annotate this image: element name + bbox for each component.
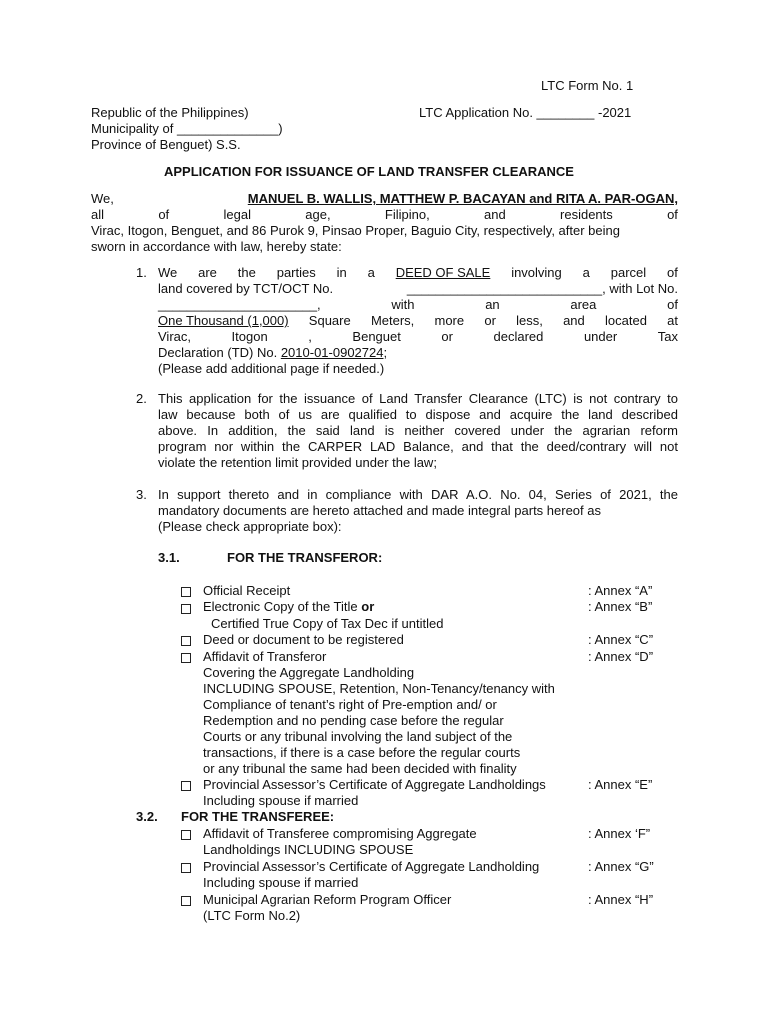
word: We [158,265,178,280]
intro-line-4: sworn in accordance with law, hereby state: [91,239,342,254]
affidavit-transferee-label: Affidavit of Transferee compromising Aggregate [203,826,477,841]
word: of [667,207,678,222]
word: of [158,207,170,222]
item-3-line-3: (Please check appropriate box): [158,519,342,534]
marpo-checkbox[interactable] [181,896,191,906]
item-2-body [158,391,678,455]
word: Virac, [158,329,191,344]
word: and [484,207,506,222]
item-1-line-2 [158,281,678,296]
word: more [434,313,465,328]
tct-label: land covered by TCT/OCT No. [158,281,334,296]
assessor-certificate-checkbox[interactable] [181,781,191,791]
republic-line: Republic of the Philippines) [91,105,249,120]
electronic-copy-checkbox[interactable] [181,604,191,614]
item-2-last-line: violate the retention limit provided under the law; [158,455,437,470]
land-area: One Thousand (1,000) [158,313,289,328]
section-3-2-number: 3.2. [136,809,158,824]
word: less, [516,313,543,328]
certified-copy-label: Certified True Copy of Tax Dec if untitled [211,616,444,631]
affidavit-transferee-checkbox[interactable] [181,830,191,840]
word: located [605,313,647,328]
item-2-line: program nor within the CARPER LAD Balance, and that the deed/contrary will not [158,439,678,454]
item-2-line: This application for the issuance of Land Transfer Clearance (LTC) is not contrary to [158,391,678,406]
item-1-line-6 [158,345,387,360]
municipality-line: Municipality of ______________) [91,121,283,136]
word: parcel [610,265,647,280]
annex-f: : Annex ‘F” [588,826,651,841]
annex-c: : Annex “C” [588,632,654,647]
deed-of-sale: DEED OF SALE [395,265,491,280]
word: of [667,297,678,312]
electronic-copy-label [203,599,374,614]
we-word: We, [91,191,114,206]
word: or [441,329,453,344]
word: at [667,313,678,328]
intro-line-1 [91,191,678,206]
transferee-assessor-checkbox[interactable] [181,863,191,873]
word: Benguet [352,329,401,344]
application-number: LTC Application No. ________ -2021 [419,105,632,120]
td-punct: ; [383,345,388,360]
word: or [484,313,496,328]
word: in [336,265,347,280]
detail-line: transactions, if there is a case before the regular courts [203,745,521,760]
item-3-line: In support thereto and in compliance with DAR A.O. No. 04, Series of 2021, the [158,487,678,502]
td-label: Declaration (TD) No. [158,345,278,360]
word: are [198,265,217,280]
affidavit-transferor-details [203,665,555,777]
tct-blank: ___________________________ [406,281,603,296]
section-3-1-number: 3.1. [158,550,180,565]
annex-a: : Annex “A” [588,583,653,598]
word: Square [308,313,351,328]
section-3-2-title: FOR THE TRANSFEREE: [181,809,335,824]
word: the [237,265,256,280]
word: a [582,265,590,280]
word: involving [511,265,562,280]
annex-h: : Annex “H” [588,892,654,907]
applicant-names: MANUEL B. WALLIS, MATTHEW P. BACAYAN and RITA A. PAR-OGAN, [247,191,678,206]
word: , [308,329,312,344]
annex-g: : Annex “G” [588,859,654,874]
annex-e: : Annex “E” [588,777,653,792]
word: Tax [657,329,678,344]
word: with [391,297,415,312]
item-2-number: 2. [136,391,147,406]
word: of [667,265,678,280]
intro-line-2 [91,207,678,222]
word: an [485,297,500,312]
word: area [570,297,597,312]
lot-blank: ______________________, [158,297,321,312]
item-2-line: law because both of us are qualified to dispose and acquire the land described [158,407,678,422]
detail-line: INCLUDING SPOUSE, Retention, Non-Tenancy/tenancy with [203,681,555,696]
marpo-form-ref: (LTC Form No.2) [203,908,301,923]
word: parties [276,265,316,280]
lot-label: , with Lot No. [602,281,678,296]
electronic-copy-text: Electronic Copy of the Title [203,599,358,614]
affidavit-transferor-label: Affidavit of Transferor [203,649,327,664]
transferee-assessor-label: Provincial Assessor’s Certificate of Aggregate Landholding [203,859,540,874]
affidavit-transferor-checkbox[interactable] [181,653,191,663]
marpo-label: Municipal Agrarian Reform Program Officer [203,892,452,907]
word: residents [560,207,613,222]
form-number: LTC Form No. 1 [541,78,634,93]
item-3-number: 3. [136,487,147,502]
deed-document-checkbox[interactable] [181,636,191,646]
affidavit-transferee-sub: Landholdings INCLUDING SPOUSE [203,842,414,857]
item-1-number: 1. [136,265,147,280]
annex-d: : Annex “D” [588,649,654,664]
detail-line: Redemption and no pending case before the regular [203,713,504,728]
official-receipt-checkbox[interactable] [181,587,191,597]
document-title: APPLICATION FOR ISSUANCE OF LAND TRANSFER CLEARANCE [164,164,574,179]
detail-line: Courts or any tribunal involving the land subject of the [203,729,513,744]
item-3-body [158,487,678,503]
word: Filipino, [384,207,430,222]
detail-line: or any tribunal the same had been decided with finality [203,761,517,776]
word: and [563,313,585,328]
word: age, [305,207,331,222]
assessor-spouse-note: Including spouse if married [203,793,359,808]
item-2-line: above. In addition, the said land is neither covered under the agrarian reform [158,423,678,438]
item-1-line-5 [158,329,678,344]
annex-b: : Annex “B” [588,599,653,614]
detail-line: Compliance of tenant’s right of Pre-emption and/ or [203,697,497,712]
deed-document-label: Deed or document to be registered [203,632,404,647]
word: under [583,329,618,344]
item-1-line-4 [158,313,678,328]
word: legal [223,207,251,222]
word: all [91,207,105,222]
intro-line-3: Virac, Itogon, Benguet, and 86 Purok 9, Pinsao Proper, Baguio City, respectively, after being [91,223,620,238]
transferee-assessor-sub: Including spouse if married [203,875,359,890]
assessor-certificate-label: Provincial Assessor’s Certificate of Aggregate Landholdings [203,777,546,792]
section-3-1-title: FOR THE TRANSFEROR: [227,550,383,565]
item-1-line-7: (Please add additional page if needed.) [158,361,385,376]
item-1-line-1 [158,265,678,280]
province-line: Province of Benguet) S.S. [91,137,241,152]
word: declared [493,329,544,344]
detail-line: Covering the Aggregate Landholding [203,665,415,680]
word: a [367,265,375,280]
td-number: 2010-01-0902724 [280,345,384,360]
official-receipt-label: Official Receipt [203,583,291,598]
or-word: or [361,599,375,614]
word: Itogon [231,329,268,344]
word: Meters, [370,313,415,328]
item-1-line-3 [158,297,678,312]
item-3-line-2: mandatory documents are hereto attached and made integral parts hereof as [158,503,601,518]
